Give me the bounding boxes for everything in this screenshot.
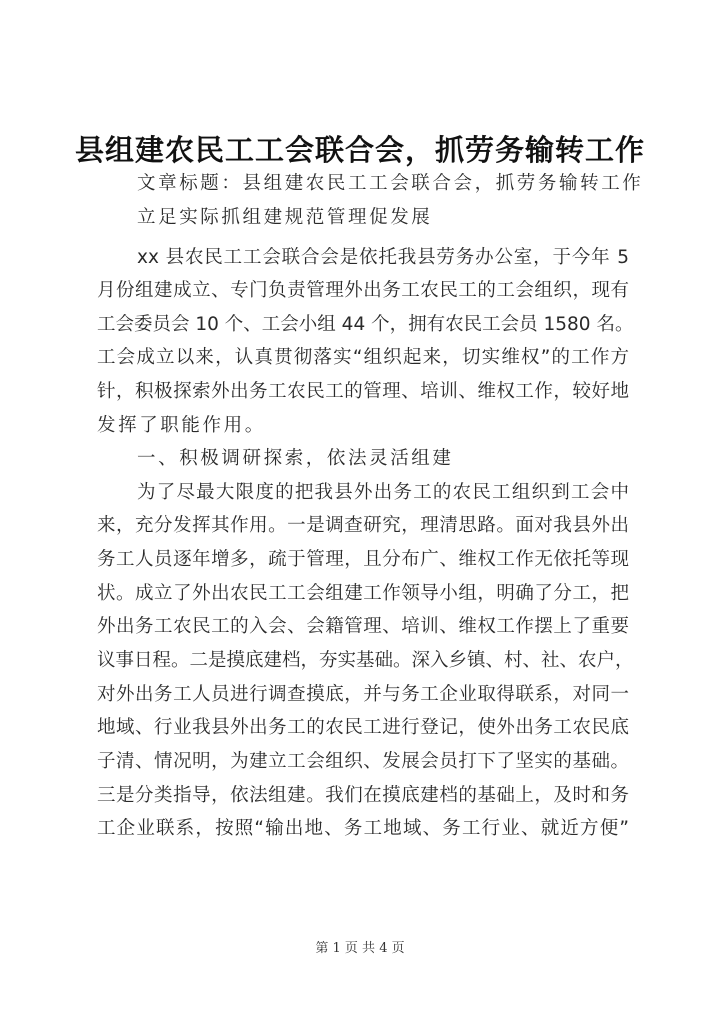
body-text-line: 三是分类指导，依法组建。我们在摸底建档的基础上，及时和务 bbox=[97, 785, 629, 806]
body-text-line: 子清、情况明，为建立工会组织、发展会员打下了坚实的基础。 bbox=[97, 751, 629, 772]
body-text-line: 一、积极调研探索，依法灵活组建 bbox=[137, 448, 454, 469]
body-text-line: 工企业联系，按照“输出地、务工地域、务工行业、就近方便” bbox=[97, 818, 629, 839]
document-title: 县组建农民工工会联合会，抓劳务输转工作 bbox=[74, 133, 645, 167]
body-text-line: 为了尽最大限度的把我县外出务工的农民工组织到工会中 bbox=[137, 482, 629, 503]
body-text-line: 针，积极探索外出务工农民工的管理、培训、维权工作，较好地 bbox=[97, 381, 629, 402]
body-text-line: 外出务工农民工的入会、会籍管理、培训、维权工作摆上了重要 bbox=[97, 616, 629, 637]
body-text-line: 对外出务工人员进行调查摸底，并与务工企业取得联系，对同一 bbox=[97, 684, 629, 705]
body-text-line: 状。成立了外出农民工工会组建工作领导小组，明确了分工，把 bbox=[97, 583, 629, 604]
body-text-line: 文章标题：县组建农民工工会联合会，抓劳务输转工作 bbox=[137, 173, 644, 194]
body-text-line: 议事日程。二是摸底建档，夯实基础。深入乡镇、村、社、农户， bbox=[97, 650, 634, 671]
body-text-line: 工会成立以来，认真贯彻落实“组织起来，切实维权”的工作方 bbox=[97, 347, 629, 368]
page-footer: 第 1 页 共 4 页 bbox=[315, 941, 405, 956]
body-text-line: 来，充分发挥其作用。一是调查研究，理清思路。面对我县外出 bbox=[97, 515, 629, 536]
body-text-line: 工会委员会 10 个、工会小组 44 个，拥有农民工会员 1580 名。 bbox=[97, 314, 634, 335]
body-text-line: 立足实际抓组建规范管理促发展 bbox=[137, 207, 433, 228]
body-text-line: 地域、行业我县外出务工的农民工进行登记，使外出务工农民底 bbox=[97, 717, 629, 738]
body-text-line: xx 县农民工工会联合会是依托我县劳务办公室，于今年 5 bbox=[137, 247, 629, 268]
body-text-line: 务工人员逐年增多，疏于管理，且分布广、维权工作无依托等现 bbox=[97, 549, 629, 570]
body-text-line: 月份组建成立、专门负责管理外出务工农民工的工会组织，现有 bbox=[97, 280, 629, 301]
body-text-line: 发挥了职能作用。 bbox=[97, 415, 266, 436]
